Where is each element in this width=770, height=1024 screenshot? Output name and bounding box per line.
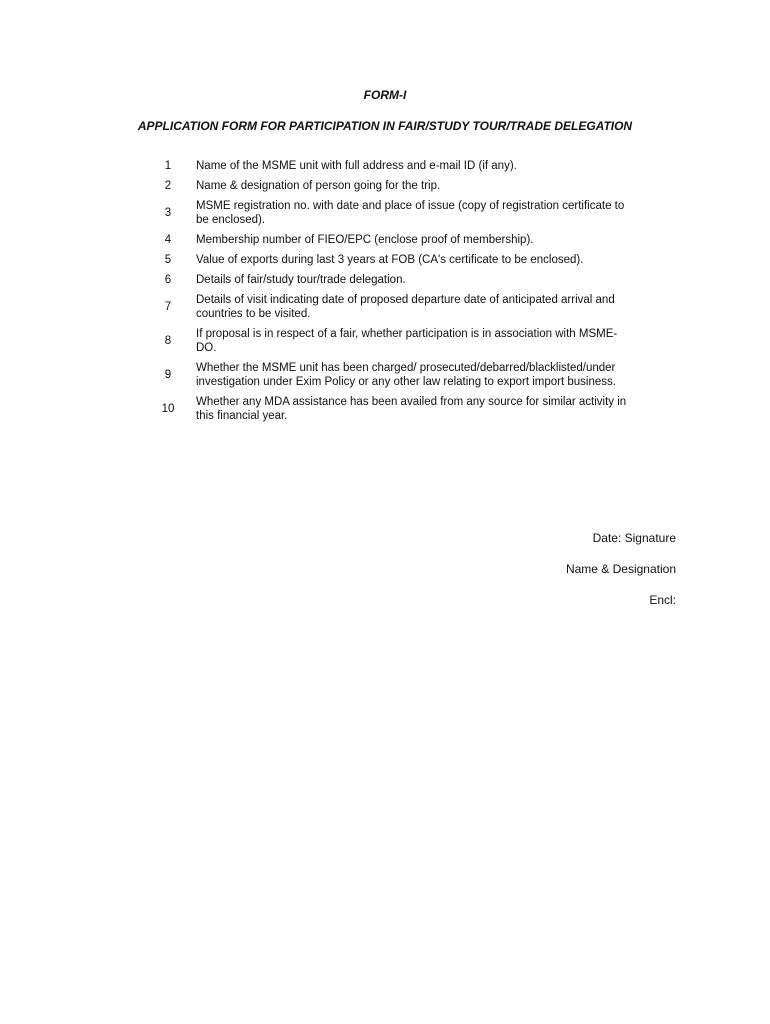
form-item — [140, 273, 640, 287]
item-text: Whether any MDA assistance has been availed from any source for similar activity in this financial year. — [196, 396, 627, 422]
form-label: FORM-I — [363, 88, 407, 102]
item-number: 7 — [164, 301, 172, 313]
form-title: APPLICATION FORM FOR PARTICIPATION IN FAIR/STUDY TOUR/TRADE DELEGATION — [137, 119, 633, 133]
form-item — [140, 159, 640, 173]
name-designation-label: Name & Designation — [565, 562, 676, 576]
form-item — [140, 293, 640, 321]
form-item — [140, 233, 640, 247]
item-number: 1 — [164, 160, 172, 172]
item-number: 8 — [164, 335, 172, 347]
item-number: 10 — [161, 403, 175, 415]
form-items-list — [140, 159, 640, 429]
enclosure-label: Encl: — [649, 593, 676, 607]
item-text: Whether the MSME unit has been charged/ prosecuted/debarred/blacklisted/under investigation under Exim Policy or any other law relating to export import business. — [196, 362, 616, 388]
item-number: 9 — [164, 369, 172, 381]
form-item — [140, 361, 640, 389]
item-number: 3 — [164, 207, 172, 219]
item-text: Membership number of FIEO/EPC (enclose proof of membership). — [196, 234, 534, 246]
form-item — [140, 199, 640, 227]
item-text: Value of exports during last 3 years at FOB (CA's certificate to be enclosed). — [196, 254, 584, 266]
form-item — [140, 395, 640, 423]
item-number: 5 — [164, 254, 172, 266]
item-number: 6 — [164, 274, 172, 286]
signature-block — [566, 531, 676, 624]
item-text: Details of visit indicating date of proposed departure date of anticipated arrival and countries to be visited. — [196, 294, 615, 320]
item-text: Name of the MSME unit with full address and e-mail ID (if any). — [196, 160, 517, 172]
form-item — [140, 179, 640, 193]
date-signature-label: Date: Signature — [592, 531, 676, 545]
item-number: 4 — [164, 234, 172, 246]
form-item — [140, 253, 640, 267]
item-text: Details of fair/study tour/trade delegation. — [196, 274, 406, 286]
item-number: 2 — [164, 180, 172, 192]
item-text: MSME registration no. with date and place of issue (copy of registration certificate to be enclosed). — [196, 200, 625, 226]
form-item — [140, 327, 640, 355]
item-text: Name & designation of person going for the trip. — [196, 180, 441, 192]
item-text: If proposal is in respect of a fair, whether participation is in association with MSME-DO. — [196, 328, 618, 354]
